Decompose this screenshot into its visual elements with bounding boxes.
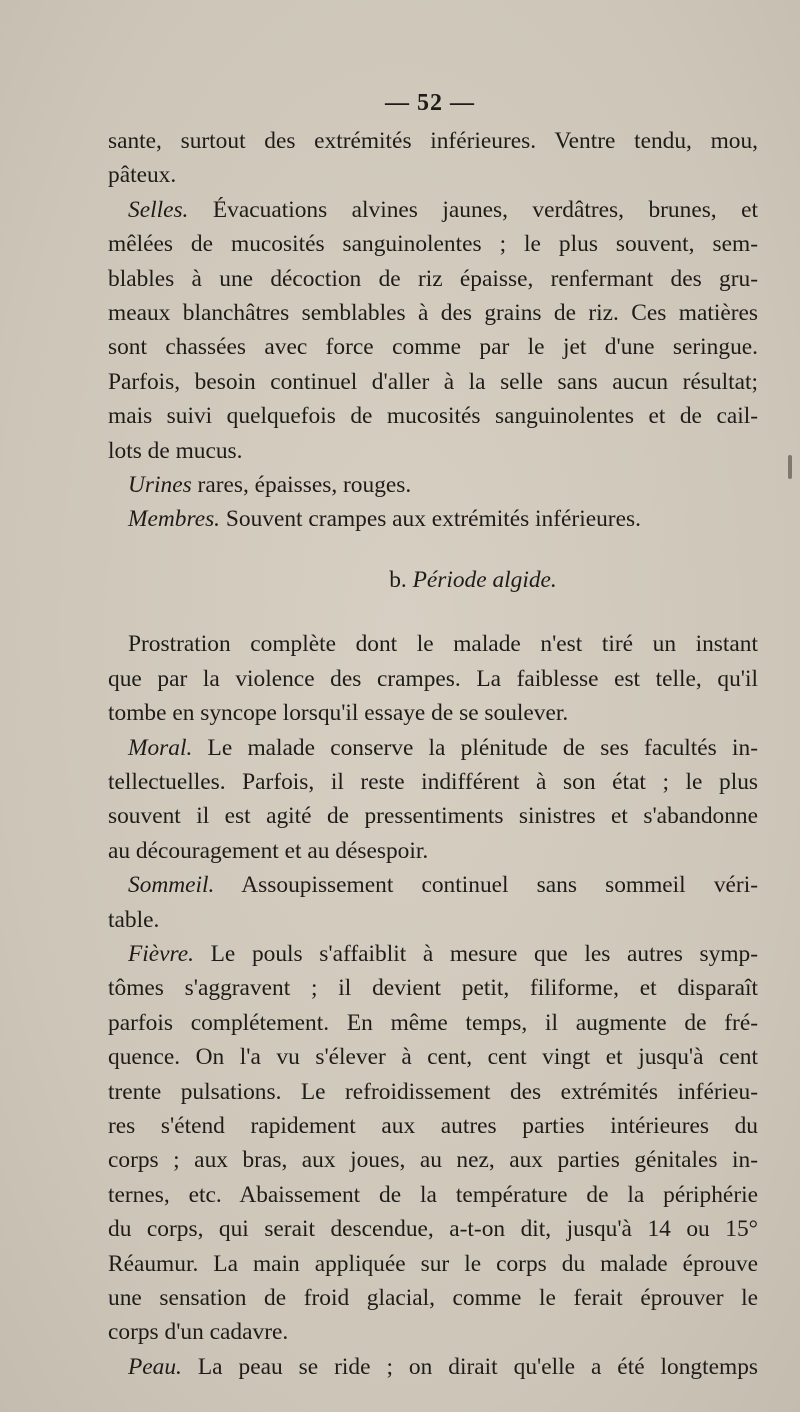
text-line: corps ; aux bras, aux joues, au nez, aux parties génitales in- [108, 1147, 758, 1174]
fievre-label: Fièvre. [128, 940, 195, 967]
text-line: corps d'un cadavre. [108, 1319, 289, 1346]
text-line: mêlées de mucosités sanguinolentes ; le plus souvent, sem- [108, 231, 758, 258]
text-line: du corps, qui serait descendue, a-t-on dit, jusqu'à 14 ou 15° [108, 1216, 758, 1243]
selles-label: Selles. [128, 196, 189, 223]
text-line: Parfois, besoin continuel d'aller à la selle sans aucun résultat; [108, 368, 758, 395]
urines-label: Urines [128, 472, 192, 499]
text-line: parfois complétement. En même temps, il augmente de fré- [108, 1009, 758, 1036]
moral-label: Moral. [128, 734, 193, 761]
sommeil-text: Assoupissement continuel sans sommeil véri- [214, 872, 758, 899]
section-heading [108, 563, 758, 597]
text-line: table. [108, 906, 160, 933]
sommeil-first-line [108, 868, 758, 902]
moral-first-line [108, 731, 758, 765]
text-line: blables à une décoction de riz épaisse, renfermant des gru- [108, 265, 758, 292]
text-line: sante, surtout des extrémités inférieures. Ventre tendu, mou, [108, 128, 758, 154]
text-line: mais suivi quelquefois de mucosités sanguinolentes et de cail- [108, 403, 758, 430]
peau-line [108, 1350, 758, 1384]
text-line: quence. On l'a vu s'élever à cent, cent vingt et jusqu'à cent [108, 1044, 758, 1071]
text-line: Prostration complète dont le malade n'est tiré un instant [128, 631, 758, 658]
peau-label: Peau. [128, 1353, 182, 1380]
text-line: trente pulsations. Le refroidissement des extrémités inférieu- [108, 1078, 758, 1105]
text-line: au découragement et au désespoir. [108, 837, 429, 864]
selles-first-line [108, 193, 758, 227]
moral-text: Le malade conserve la plénitude de ses facultés in- [192, 734, 758, 761]
fievre-first-line [108, 937, 758, 971]
text-line: res s'étend rapidement aux autres parties intérieures du [108, 1112, 758, 1139]
urines-line [108, 468, 758, 502]
text-line: tômes s'aggravent ; il devient petit, filiforme, et disparaît [108, 975, 758, 1002]
section-prefix: b. [389, 566, 413, 593]
text-line: sont chassées avec force comme par le jet d'une seringue. [108, 334, 758, 361]
membres-line [108, 502, 758, 536]
sommeil-label: Sommeil. [128, 872, 215, 899]
membres-label: Membres. [128, 506, 221, 533]
membres-text: Souvent crampes aux extrémités inférieures. [220, 506, 641, 533]
page-edge-mark [788, 455, 792, 479]
page-number: — 52 — [385, 90, 475, 116]
text-line: lots de mucus. [108, 437, 243, 464]
text-line: Réaumur. La main appliquée sur le corps du malade éprouve [108, 1250, 758, 1277]
text-line: une sensation de froid glacial, comme le ferait éprouver le [108, 1285, 758, 1311]
urines-text: rares, épaisses, rouges. [191, 472, 412, 499]
fievre-text: Le pouls s'affaiblit à mesure que les autres symp- [194, 940, 758, 967]
section-title: Période algide. [412, 566, 557, 593]
text-line: souvent il est agité de pressentiments sinistres et s'abandonne [108, 803, 758, 830]
text-line: meaux blanchâtres semblables à des grains de riz. Ces matières [108, 300, 758, 327]
peau-text: La peau se ride ; on dirait qu'elle a été longtemps [181, 1353, 758, 1380]
text-line: tellectuelles. Parfois, il reste indifférent à son état ; le plus [108, 768, 758, 795]
text-line: pâteux. [108, 162, 177, 189]
selles-text: Évacuations alvines jaunes, verdâtres, brunes, et [188, 196, 758, 223]
text-line: que par la violence des crampes. La faiblesse est telle, qu'il [108, 665, 758, 692]
body-text [108, 124, 758, 1384]
text-line: tombe en syncope lorsqu'il essaye de se soulever. [108, 700, 569, 727]
text-line: ternes, etc. Abaissement de la température de la périphérie [108, 1181, 758, 1208]
